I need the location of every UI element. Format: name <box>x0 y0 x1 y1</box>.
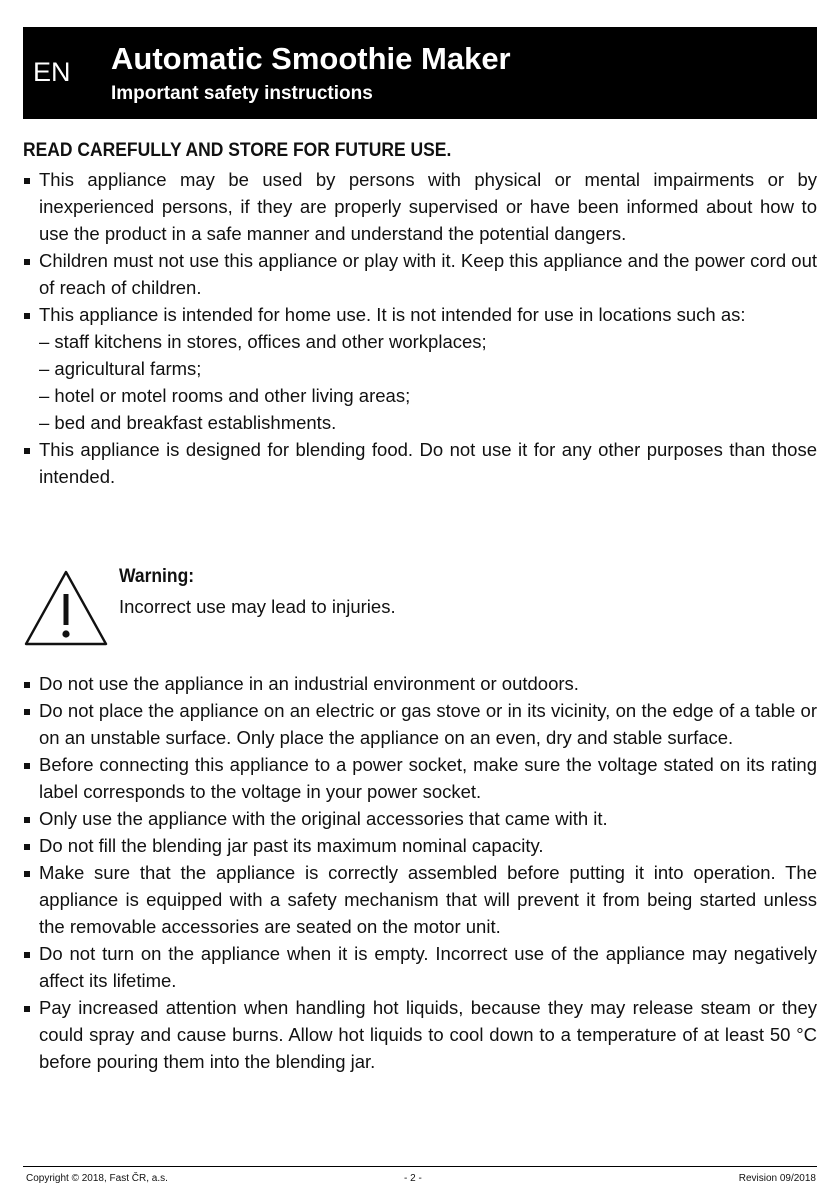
list-item: This appliance may be used by persons with physical or mental impairments or by inexperienced persons, if they are properly supervised or have been informed about how to use the product in a safe manner and understand the potential dangers. <box>23 166 817 247</box>
sublist-item: – bed and breakfast establishments. <box>39 412 337 433</box>
list-item: Before connecting this appliance to a power socket, make sure the voltage stated on its rating label corresponds to the voltage in your power socket. <box>23 751 817 805</box>
warning-triangle-icon <box>23 568 109 648</box>
bullet-icon <box>24 952 30 958</box>
list-item: Only use the appliance with the original accessories that came with it. <box>23 805 817 832</box>
document-subtitle: Important safety instructions <box>111 83 373 104</box>
bullet-icon <box>24 682 30 688</box>
list-item: Make sure that the appliance is correctly assembled before putting it into operation. The appliance is equipped with a safety mechanism that will prevent it from being started unless the removable accessories are seated on the motor unit. <box>23 859 817 940</box>
bullet-icon <box>24 313 30 319</box>
bullet-icon <box>24 763 30 769</box>
list-item: Pay increased attention when handling hot liquids, because they may release steam or they could spray and cause burns. Allow hot liquids to cool down to a temperature of at least 50 °C before pouring them into the blending jar. <box>23 994 817 1075</box>
bullet-icon <box>24 817 30 823</box>
language-code: EN <box>33 57 71 87</box>
intro-heading: READ CAREFULLY AND STORE FOR FUTURE USE. <box>23 140 452 161</box>
document-title: Automatic Smoothie Maker <box>111 41 511 76</box>
warning-box <box>23 566 817 652</box>
footer-page-number: - 2 - <box>404 1173 422 1184</box>
footer-revision: Revision 09/2018 <box>738 1173 816 1184</box>
safety-list-2 <box>23 670 817 1075</box>
bullet-icon <box>24 844 30 850</box>
list-item: Do not turn on the appliance when it is empty. Incorrect use of the appliance may negatively affect its lifetime. <box>23 940 817 994</box>
bullet-icon <box>24 259 30 265</box>
sublist-item: – hotel or motel rooms and other living areas; <box>39 385 411 406</box>
list-item: Do not fill the blending jar past its maximum nominal capacity. <box>23 832 817 859</box>
footer-copyright: Copyright © 2018, Fast ČR, a.s. <box>26 1173 168 1184</box>
locations-sublist <box>39 328 817 436</box>
bullet-icon <box>24 1006 30 1012</box>
bullet-icon <box>24 448 30 454</box>
bullet-icon <box>24 178 30 184</box>
list-item: This appliance is designed for blending food. Do not use it for any other purposes than those intended. <box>23 436 817 490</box>
bullet-icon <box>24 871 30 877</box>
footer-divider <box>23 1166 817 1167</box>
list-item: Children must not use this appliance or play with it. Keep this appliance and the power cord out of reach of children. <box>23 247 817 301</box>
list-item: Do not place the appliance on an electric or gas stove or in its vicinity, on the edge of a table or on an unstable surface. Only place the appliance on an even, dry and stable surface. <box>23 697 817 751</box>
warning-text: Incorrect use may lead to injuries. <box>119 596 396 617</box>
bullet-icon <box>24 709 30 715</box>
list-item: Do not use the appliance in an industrial environment or outdoors. <box>23 670 817 697</box>
safety-list-1 <box>23 166 817 490</box>
list-item: This appliance is intended for home use. It is not intended for use in locations such as: – staff kitchens in stores, offices and other workplaces; – agricultural farms; – hotel or motel rooms and other living areas; – bed and breakfast establishments. <box>23 301 817 436</box>
sublist-item: – agricultural farms; <box>39 358 202 379</box>
warning-title: Warning: <box>119 566 195 587</box>
page-header <box>23 27 817 119</box>
sublist-item: – staff kitchens in stores, offices and other workplaces; <box>39 331 487 352</box>
